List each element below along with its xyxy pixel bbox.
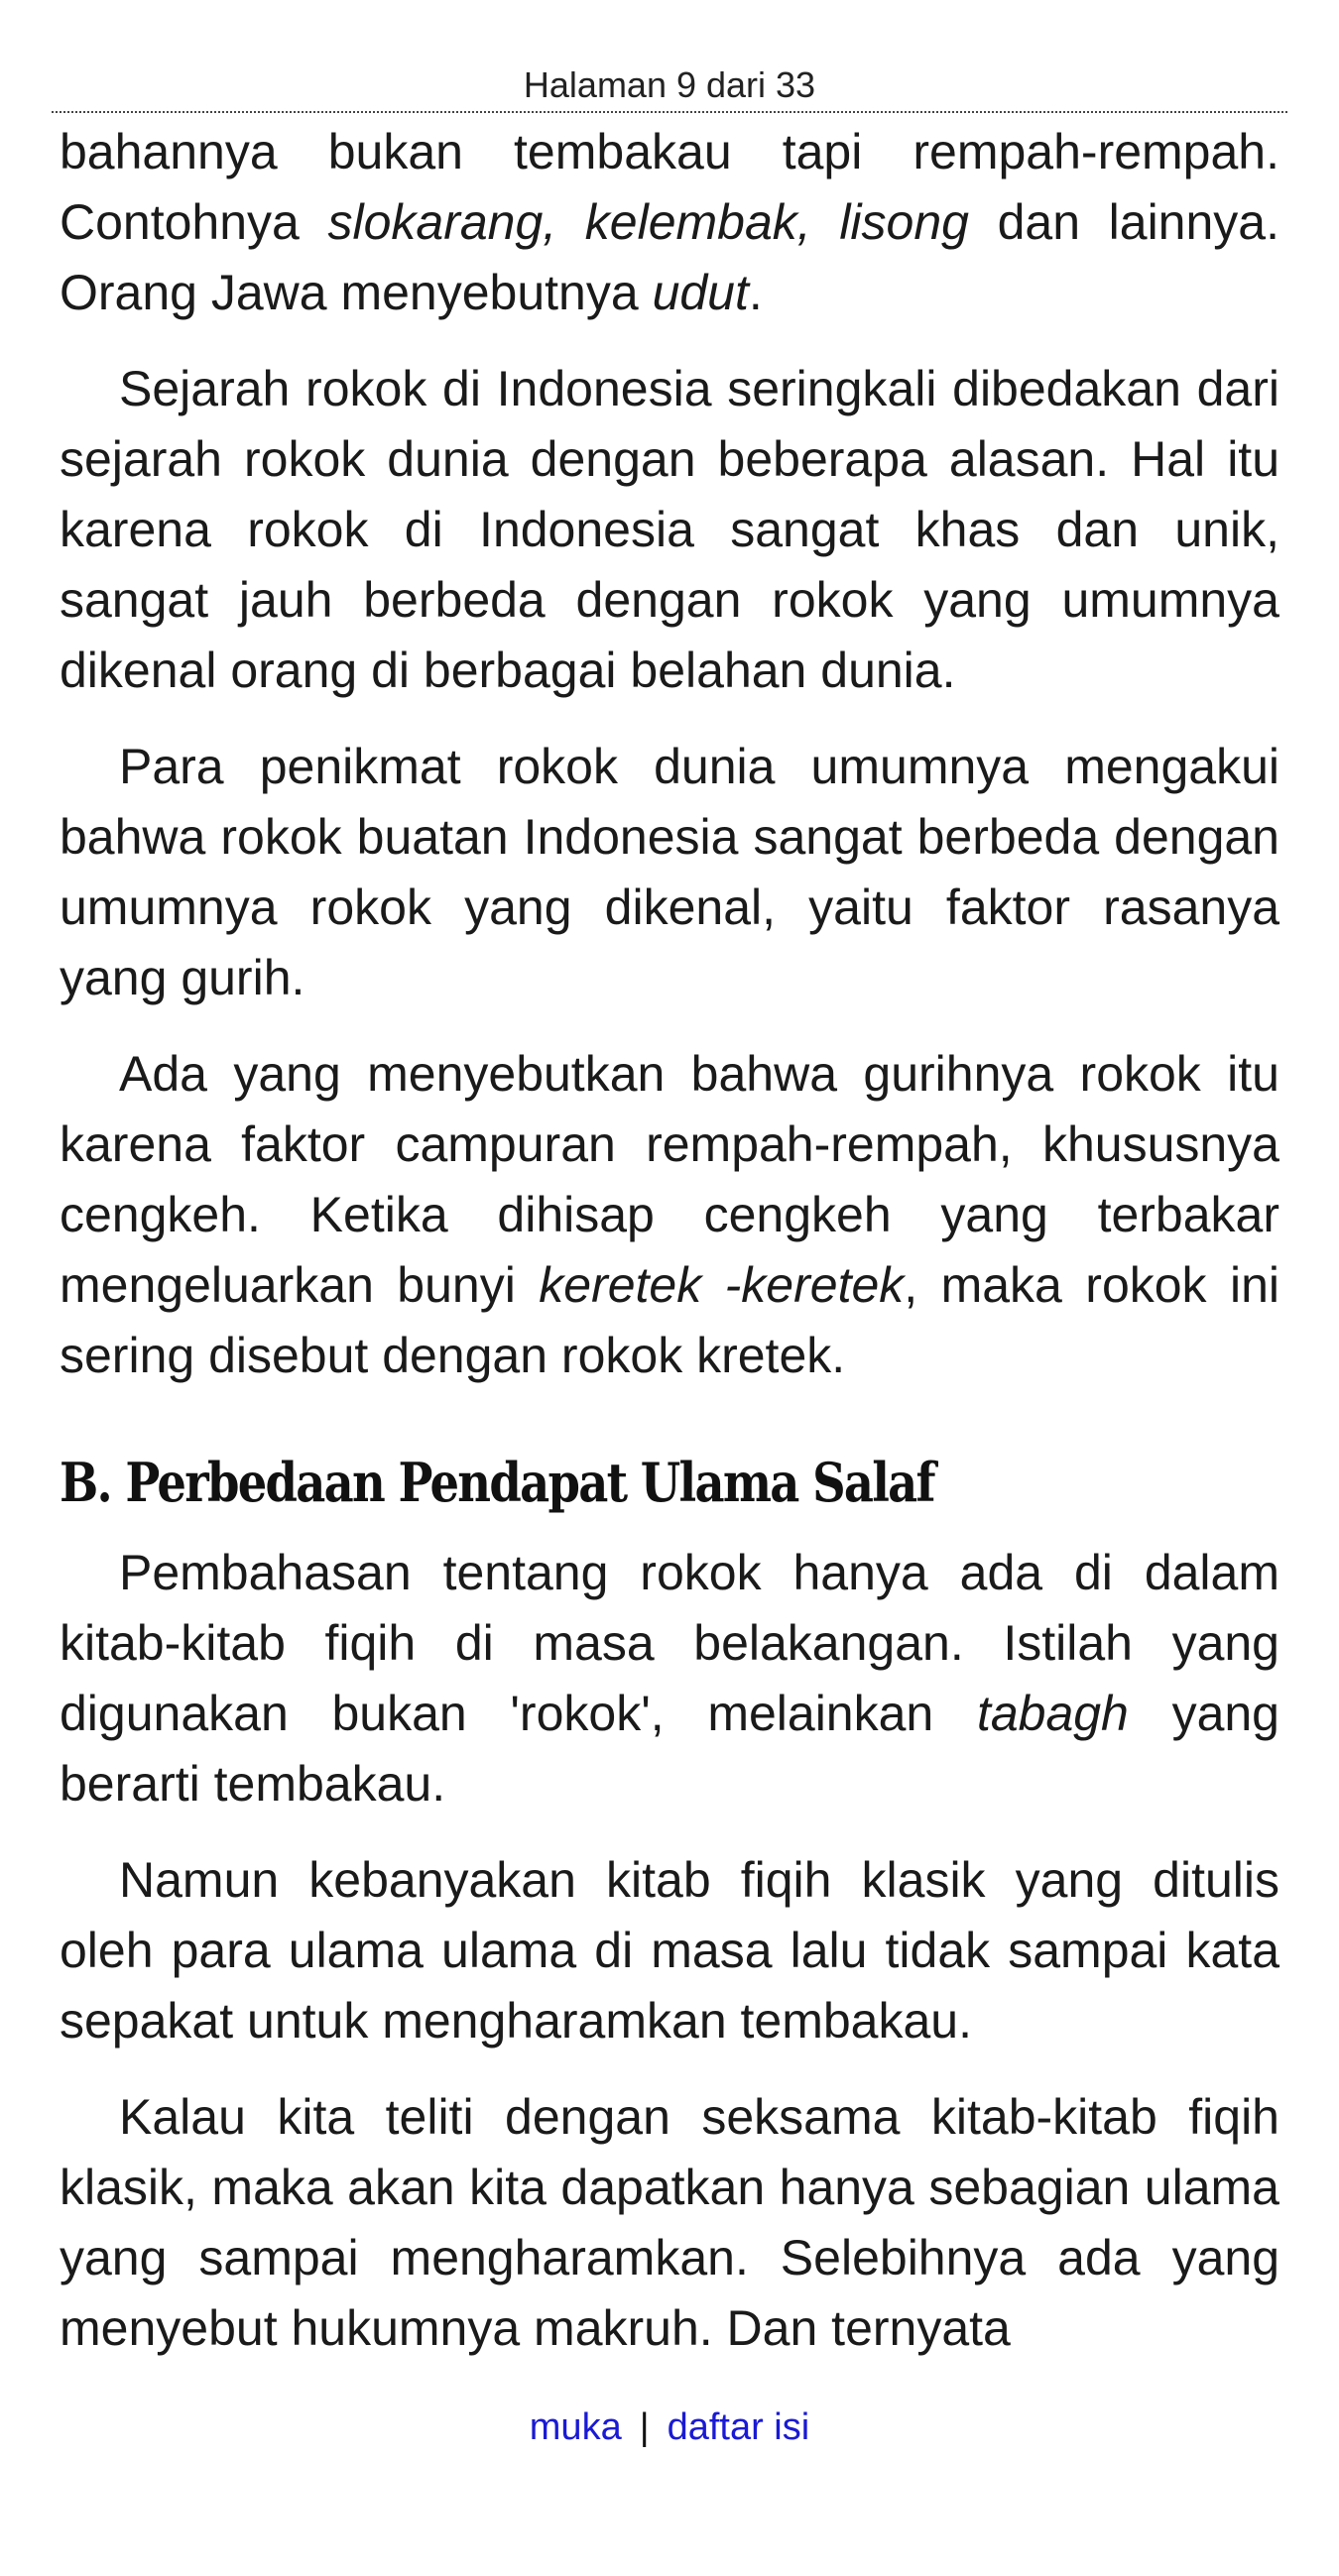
text-run: dan lainnya. Orang Jawa menyebutnya bbox=[60, 194, 1279, 320]
italic-text: slokarang, kelembak, lisong bbox=[327, 194, 969, 250]
paragraph-classical-fiqh: Namun kebanyakan kitab fiqih klasik yang ditulis oleh para ulama ulama di masa lalu tidak sampai kata sepakat untuk mengharamkan tembakau. bbox=[60, 1852, 1279, 2049]
text-run: . bbox=[748, 265, 763, 320]
italic-text: udut bbox=[652, 265, 749, 320]
section-heading: B. Perbedaan Pendapat Ulama Salaf bbox=[60, 1451, 934, 1514]
paragraph-history: Sejarah rokok di Indonesia seringkali dibedakan dari sejarah rokok dunia dengan beberapa alasan. Hal itu karena rokok di Indonesia sangat khas dan unik, sangat jauh berbeda dengan rokok yang umumnya dikenal orang di berbagai belahan dunia. bbox=[60, 361, 1279, 698]
text-run: , maka rokok ini sering disebut dengan rokok kretek. bbox=[60, 1257, 1280, 1383]
nav-separator: | bbox=[639, 2406, 650, 2448]
paragraph-tabagh bbox=[60, 1538, 1279, 1819]
text-run: bahannya bukan tembakau tapi rempah-rempah. Contohnya bbox=[60, 124, 1279, 250]
home-link[interactable]: muka bbox=[529, 2406, 622, 2448]
italic-text: keretek -keretek bbox=[539, 1257, 905, 1313]
paragraph-continued bbox=[60, 117, 1279, 328]
text-run: Ada yang menyebutkan bahwa gurihnya rokok itu karena faktor campuran rempah-rempah, khususnya cengkeh. Ketika dihisap cengkeh yang terbakar mengeluarkan bunyi bbox=[60, 1046, 1279, 1313]
paragraph-taste: Para penikmat rokok dunia umumnya mengakui bahwa rokok buatan Indonesia sangat berbeda dengan umumnya rokok yang dikenal, yaitu faktor rasanya yang gurih. bbox=[60, 739, 1279, 1005]
table-of-contents-link[interactable]: daftar isi bbox=[667, 2406, 810, 2448]
page-indicator: Halaman 9 dari 33 bbox=[523, 64, 816, 105]
page-content bbox=[60, 117, 1279, 2364]
paragraph-scholars: Kalau kita teliti dengan seksama kitab-kitab fiqih klasik, maka akan kita dapatkan hanya sebagian ulama yang sampai mengharamkan. Selebihnya ada yang menyebut hukumnya makruh. Dan ternyata bbox=[60, 2089, 1279, 2356]
header-divider bbox=[52, 111, 1287, 113]
text-run: Pembahasan tentang rokok hanya ada di dalam kitab-kitab fiqih di masa belakangan. Istilah yang digunakan bukan 'rokok', melainkan bbox=[60, 1545, 1279, 1741]
text-run: yang berarti tembakau. bbox=[60, 1686, 1279, 1812]
page-footer-nav bbox=[0, 2400, 1339, 2455]
italic-text: tabagh bbox=[976, 1686, 1129, 1741]
paragraph-kretek bbox=[60, 1039, 1279, 1391]
